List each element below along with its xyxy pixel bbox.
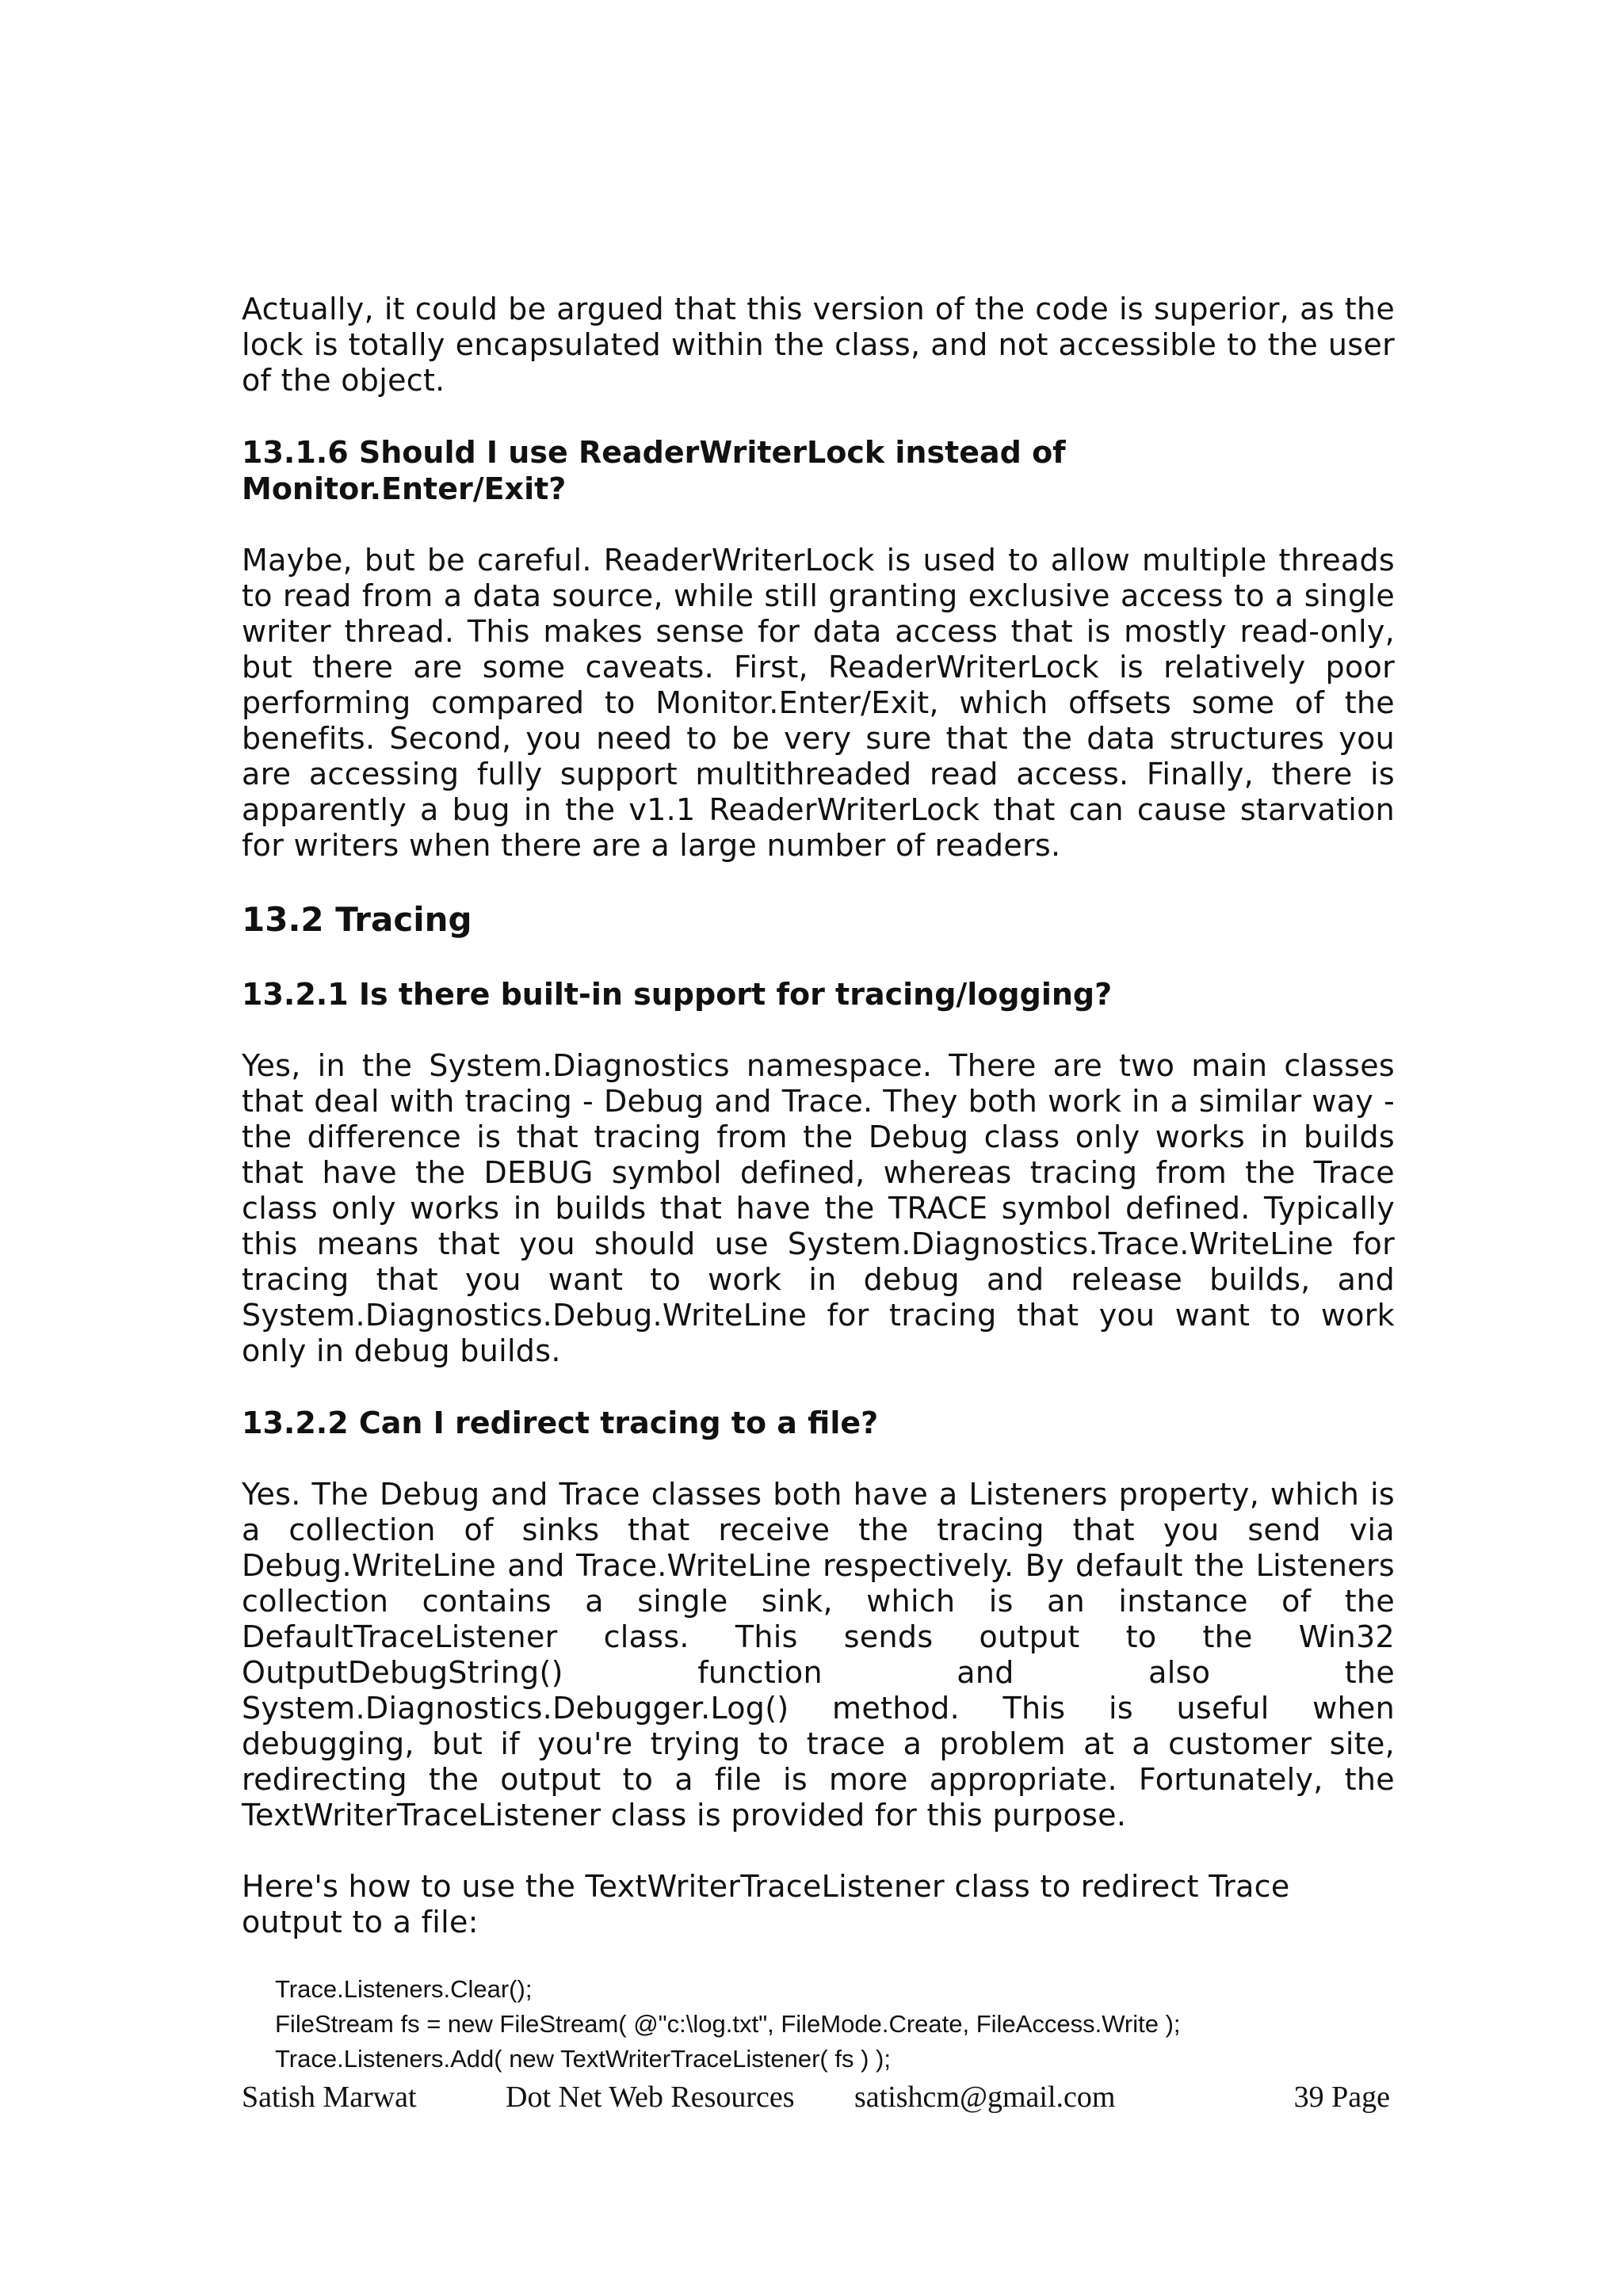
page-footer	[242, 2080, 1395, 2119]
code-block	[242, 1972, 1395, 2077]
code-line-3: Trace.Listeners.Add( new TextWriterTraceListener( fs ) );	[275, 2045, 891, 2073]
heading-13-2-2: 13.2.2 Can I redirect tracing to a file?	[242, 1405, 879, 1440]
heading-13-1-6: 13.1.6 Should I use ReaderWriterLock instead of Monitor.Enter/Exit?	[242, 435, 1066, 506]
footer-site: Dot Net Web Resources	[506, 2081, 795, 2114]
redirect-paragraph: Yes. The Debug and Trace classes both have a Listeners property, which is a collection of sinks that receive the tracing that you send via Debug.WriteLine and Trace.WriteLine respectively. By default the Listeners collection contains a single sink, which is an instance of the DefaultTraceListener class. This sends output to the Win32 OutputDebugString() function and also the System.Diagnostics.Debugger.Log() method. This is useful when debugging, but if you're trying to trace a problem at a customer site, redirecting the output to a file is more appropriate. Fortunately, the TextWriterTraceListener class is provided for this purpose.	[242, 1477, 1395, 1833]
rwlock-paragraph: Maybe, but be careful. ReaderWriterLock is used to allow multiple threads to read from a data source, while still granting exclusive access to a single writer thread. This makes sense for data access that is mostly read-only, but there are some caveats. First, ReaderWriterLock is relatively poor performing compared to Monitor.Enter/Exit, which offsets some of the benefits. Second, you need to be very sure that the data structures you are accessing fully support multithreaded read access. Finally, there is apparently a bug in the v1.1 ReaderWriterLock that can cause starvation for writers when there are a large number of readers.	[242, 543, 1395, 863]
footer-email: satishcm@gmail.com	[854, 2081, 1116, 2114]
footer-page-number: 39 Page	[1293, 2081, 1390, 2114]
footer-author: Satish Marwat	[242, 2081, 417, 2114]
intro-paragraph: Actually, it could be argued that this version of the code is superior, as the lock is totally encapsulated within the class, and not accessible to the user of the object.	[242, 292, 1395, 398]
heading-13-2: 13.2 Tracing	[242, 900, 472, 939]
howto-paragraph: Here's how to use the TextWriterTraceListener class to redirect Trace output to a file:	[242, 1869, 1290, 1939]
code-line-1: Trace.Listeners.Clear();	[275, 1975, 533, 2003]
code-line-2: FileStream fs = new FileStream( @"c:\log.txt", FileMode.Create, FileAccess.Write );	[275, 2010, 1181, 2038]
builtin-support-paragraph: Yes, in the System.Diagnostics namespace. There are two main classes that deal with tracing - Debug and Trace. They both work in a similar way - the difference is that tracing from the Debug class only works in builds that have the DEBUG symbol defined, whereas tracing from the Trace class only works in builds that have the TRACE symbol defined. Typically this means that you should use System.Diagnostics.Trace.WriteLine for tracing that you want to work in debug and release builds, and System.Diagnostics.Debug.WriteLine for tracing that you want to work only in debug builds.	[242, 1048, 1395, 1368]
page-content	[242, 292, 1395, 2077]
heading-13-2-1: 13.2.1 Is there built-in support for tracing/logging?	[242, 977, 1113, 1012]
